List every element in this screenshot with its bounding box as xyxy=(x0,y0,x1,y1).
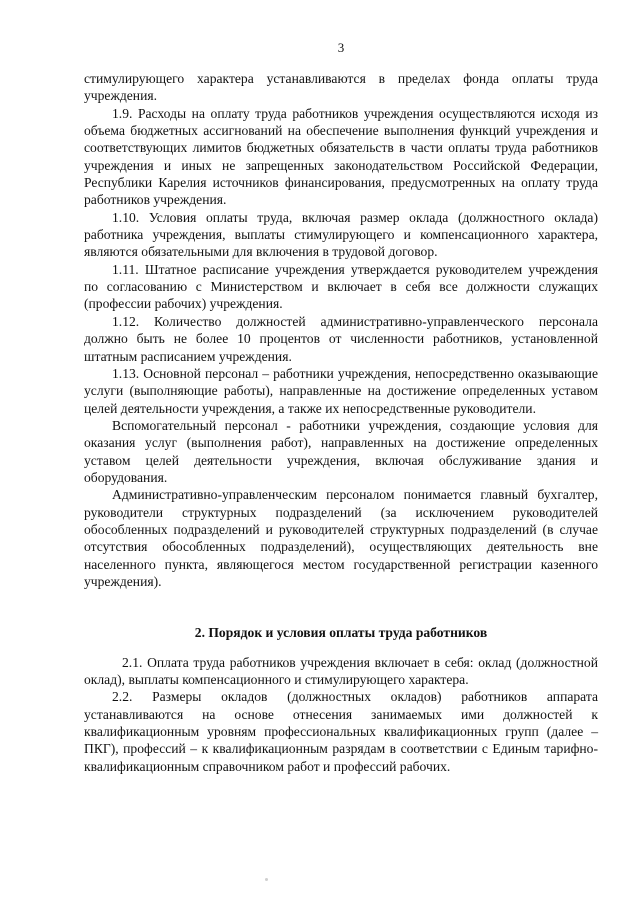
paragraph-1-11: 1.11. Штатное расписание учреждения утверждается руководителем учреждения по согласованию с Министерством и включает в себя все должности служащих (профессии рабочих) учреждения. xyxy=(84,261,598,312)
paragraph-2-1: 2.1. Оплата труда работников учреждения включает в себя: оклад (должностной оклад), выплаты компенсационного и стимулирующего характера. xyxy=(84,654,598,687)
page-number: 3 xyxy=(337,40,345,55)
document-page xyxy=(84,40,598,890)
paragraph-1-10: 1.10. Условия оплаты труда, включая размер оклада (должностного оклада) работника учреждения, выплаты стимулирующего и компенсационного характера, являются обязательными для включения в трудовой договор. xyxy=(84,209,598,260)
section-heading: 2. Порядок и условия оплаты труда работников xyxy=(194,625,488,641)
paragraph-admin-staff: Административно-управленческим персоналом понимается главный бухгалтер, руководители структурных подразделений (за исключением руководителей обособленных подразделений и руководителей структурных подразделений (в случае отсутствия обособленных подразделений), осуществляющих деятельность вне населенного пункта, являющегося местом государственной регистрации казенного учреждения). xyxy=(84,487,598,589)
paragraph-1-9: 1.9. Расходы на оплату труда работников учреждения осуществляются исходя из объема бюджетных ассигнований на обеспечение выполнения функций учреждения и соответствующих лимитов бюджетных обязательств в части оплаты труда работников учреждения и иных не запрещенных законодательством Российской Федерации, Республики Карелия источников финансирования, предусмотренных на оплату труда работников учреждения. xyxy=(84,105,598,208)
paragraph-2-2: 2.2. Размеры окладов (должностных окладов) работников аппарата устанавливаются на основе отнесения занимаемых ими должностей к квалификационным уровням профессиональных квалификационных групп (далее – ПКГ), профессий – к квалификационным разрядам в соответствии с Единым тарифно-квалификационным справочником работ и профессий рабочих. xyxy=(84,689,598,774)
paragraph-support-staff: Вспомогательный персонал - работники учреждения, создающие условия для оказания услуг (выполнения работ), направленных на достижение определенных уставом целей деятельности учреждения, включая обслуживание здания и оборудования. xyxy=(84,417,598,485)
paragraph-continuation: стимулирующего характера устанавливаются в пределах фонда оплаты труда учреждения. xyxy=(84,71,598,104)
paragraph-1-13: 1.13. Основной персонал – работники учреждения, непосредственно оказывающие услуги (выполняющие работы), направленные на достижение определенных уставом целей деятельности учреждения, а также их непосредственные руководители. xyxy=(84,365,598,416)
scan-mark xyxy=(265,878,268,881)
document-body xyxy=(84,70,598,775)
paragraph-1-12: 1.12. Количество должностей административно-управленческого персонала должно быть не более 10 процентов от численности работников, установленной штатным расписанием учреждения. xyxy=(84,313,598,364)
